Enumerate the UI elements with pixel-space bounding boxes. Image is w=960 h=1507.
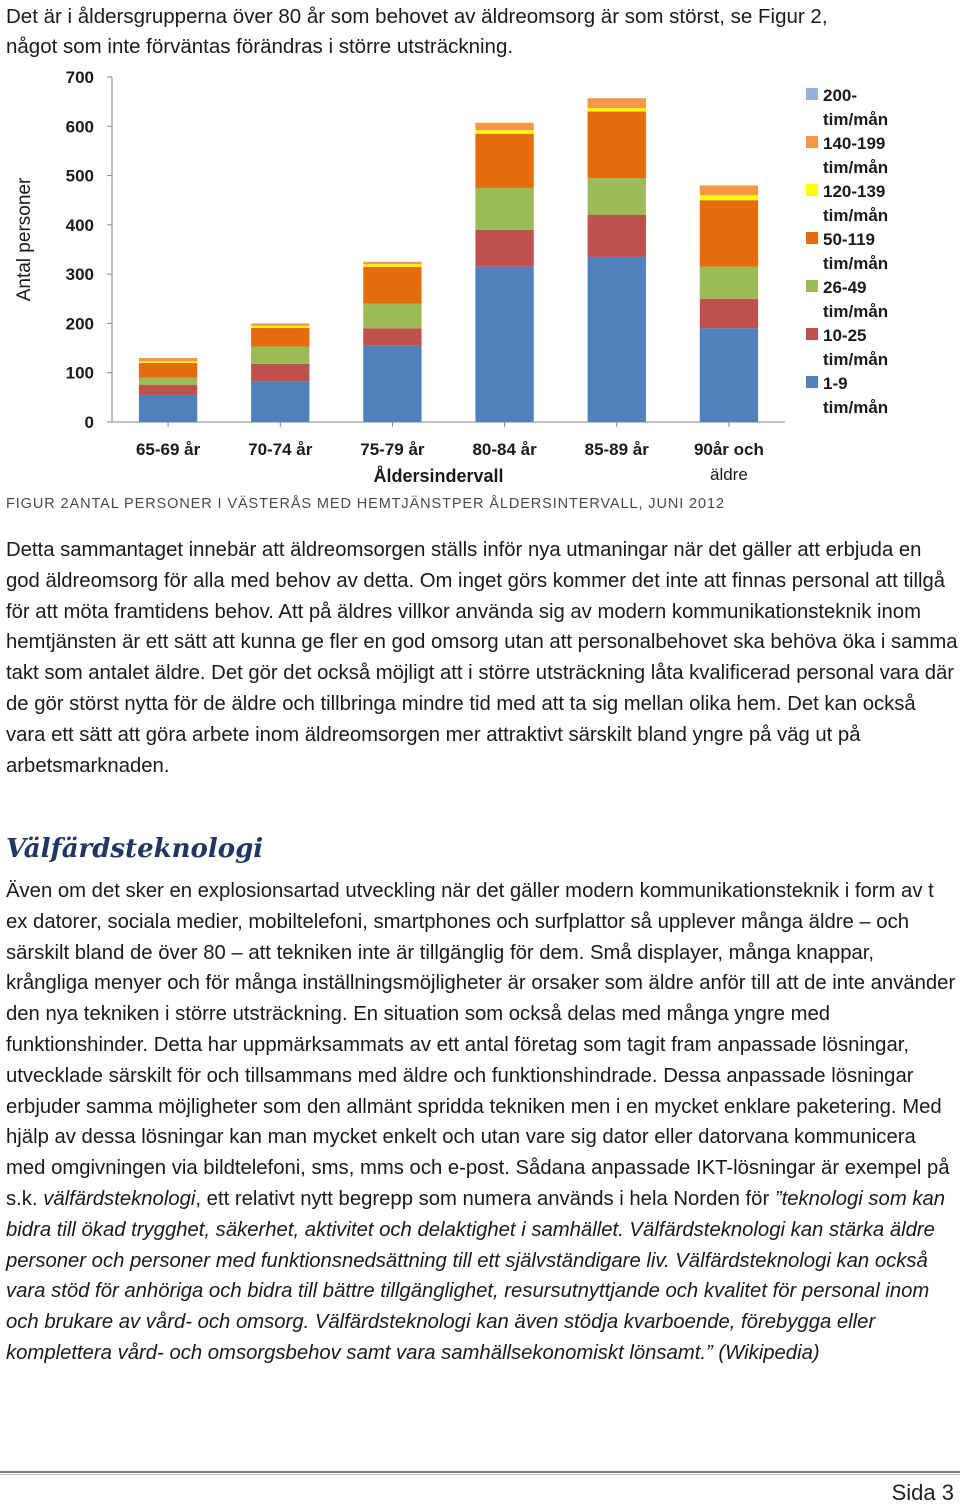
bar-segment — [588, 112, 646, 179]
x-tick-label: 70-74 år — [248, 440, 313, 459]
term-valfardsteknologi: välfärdsteknologi — [43, 1187, 196, 1210]
legend-swatch — [806, 232, 818, 244]
legend-label-unit: tim/mån — [823, 206, 889, 225]
legend-label: 200- — [823, 86, 858, 105]
bar-segment — [700, 185, 758, 195]
wikipedia-quote: ”teknologi som kan bidra till ökad trygghet, säkerhet, aktivitet och delaktighet i samhället. Välfärdsteknologi kan stärka äldre personer och personer med funktionsnedsättning till ett självständigare liv. Välfärdsteknologi kan också vara stöd för anhöriga och bidra till bättre tillgänglighet, resursutnyttjande och kvalitet för personal inom och brukare av vård- och omsorg. Välfärdsteknologi kan även stödja kvarboende, förebygga eller komplettera vård- och omsorgsbehov samt vara samhällsekonomiskt lönsamt.” (Wikipedia) — [6, 1187, 946, 1364]
y-tick-label: 500 — [65, 166, 94, 186]
paragraph-text-part-a: Även om det sker en explosionsartad utveckling när det gäller modern kommunikationsteknik i form av t ex datorer, sociala medier, mobiltelefoni, smartphones och surfplattor så upplever många äldre – och särskilt bland de över 80 – att tekniken inte är tillgänglig för dem. Små displayer, många knappar, krångliga menyer och för många inställningsmöjligheter är orsaker som äldre anför till att de inte använder den nya tekniken i större utsträckning. En situation som också delas med många yngre med funktionshinder. Detta har uppmärksammats av ett antal företag som tagit fram anpassade lösningar, utvecklade särskilt för och tillsammans med äldre och funktionshindrade. Dessa anpassade lösningar erbjuder samma möjligheter som den allmänt spridda tekniken men i en mycket enklare paketering. Med hjälp av dessa lösningar kan man mycket enkelt och utan vare sig dator eller datorvana kommunicera med omgivningen via bildtelefoni, sms, mms och e-post. Sådana anpassade IKT-lösningar är exempel på s.k. — [6, 880, 956, 1210]
bar-segment — [363, 264, 421, 266]
bar-segment — [139, 395, 197, 422]
x-tick-label: 80-84 år — [472, 440, 537, 459]
bar-segment — [251, 328, 309, 347]
legend-swatch — [806, 280, 818, 292]
bar-segment — [251, 381, 309, 422]
y-tick-label: 200 — [65, 314, 94, 334]
legend-label: 10-25 — [823, 326, 867, 345]
bar-segment — [475, 134, 533, 188]
bar-segment — [251, 347, 309, 364]
bar-segment — [139, 363, 197, 378]
y-tick-label: 700 — [65, 68, 94, 87]
bar-segment — [475, 123, 533, 130]
legend-label-unit: tim/mån — [823, 110, 889, 129]
bar-segment — [700, 299, 758, 329]
paragraph-welfare-technology-text — [6, 876, 958, 1369]
bar-segment — [588, 215, 646, 257]
y-axis-title: Antal personer — [14, 177, 35, 302]
x-tick-label: 65-69 år — [135, 440, 201, 459]
bar-segment — [700, 328, 758, 422]
bar-segment — [588, 98, 646, 108]
bar-segment — [588, 108, 646, 111]
bar-segment — [139, 378, 197, 385]
legend-label: 26-49 — [823, 278, 867, 297]
legend-swatch — [806, 88, 818, 100]
bar-segment — [588, 178, 646, 215]
legend-label-unit: tim/mån — [823, 158, 889, 177]
paragraph-challenges-text: Detta sammantaget innebär att äldreomsorgen ställs inför nya utmaningar när det gäller att erbjuda en god äldreomsorg för alla med behov av detta. Om inget görs kommer det inte att finnas personal att tillgå för att möta framtidens behov. Att på äldres villkor använda sig av modern kommunikationsteknik inom hemtjänsten är ett sätt att kunna ge fler en god omsorg utan att personalbehovet ska behöva öka i samma takt som antalet äldre. Det gör det också möjligt att i större utsträckning låta kvalificerad personal vara där de gör störst nytta för de äldre och tillbringa mindre tid med att ta sig mellan olika hem. Det kan också vara ett sätt att göra arbete inom äldreomsorgen mer attraktivt särskilt bland yngre på väg ut på arbetsmarknaden. — [6, 539, 958, 777]
bar-segment — [363, 262, 421, 264]
section-heading: Välfärdsteknologi — [6, 834, 264, 864]
x-axis-title: Åldersindervall — [373, 466, 504, 486]
legend-swatch — [806, 328, 818, 340]
bar-segment — [700, 195, 758, 200]
legend-label-unit: tim/mån — [823, 302, 889, 321]
bar-segment — [475, 267, 533, 422]
bar-segment — [475, 130, 533, 133]
bar-segment — [251, 364, 309, 381]
bar-segment — [363, 267, 421, 304]
x-tick-label: 75-79 år — [360, 440, 425, 459]
legend-swatch — [806, 376, 818, 388]
y-tick-label: 400 — [65, 215, 94, 235]
bar-segment — [475, 230, 533, 267]
bar-segment — [588, 257, 646, 422]
y-tick-label: 600 — [65, 117, 94, 137]
bar-segment — [251, 326, 309, 328]
bar-segment — [700, 200, 758, 267]
intro-line-2: något som inte förväntas förändras i större utsträckning. — [6, 35, 514, 58]
paragraph-text-part-b: , ett relativt nytt begrepp som numera används i hela Norden för — [195, 1187, 775, 1210]
intro-paragraph — [6, 2, 956, 62]
paragraph-welfare-technology — [6, 876, 958, 1369]
legend-label: 1-9 — [823, 374, 848, 393]
bar-segment — [363, 304, 421, 329]
bar-segment — [251, 323, 309, 325]
bar-segment — [139, 361, 197, 362]
bar-segment — [363, 346, 421, 422]
legend-label: 140-199 — [823, 134, 886, 153]
bar-segment — [139, 358, 197, 361]
y-tick-label: 100 — [65, 363, 94, 383]
page-number: Sida 3 — [891, 1480, 954, 1505]
legend-swatch — [806, 184, 818, 196]
bar-segment — [475, 188, 533, 230]
intro-line-1: Det är i åldersgrupperna över 80 år som behovet av äldreomsorg är som störst, se Figur 2, — [6, 5, 828, 28]
legend-label-unit: tim/mån — [823, 398, 889, 417]
x-tick-label: 90år och — [693, 440, 764, 459]
legend-swatch — [806, 136, 818, 148]
x-tick-label: 85-89 år — [584, 440, 649, 459]
legend-label: 50-119 — [823, 230, 875, 249]
legend-label: 120-139 — [823, 182, 886, 201]
figure-caption: FIGUR 2ANTAL PERSONER I VÄSTERÅS MED HEMTJÄNSTPER ÅLDERSINTERVALL, JUNI 2012 — [6, 496, 725, 512]
footer-rule-thin — [0, 1474, 960, 1475]
y-tick-label: 300 — [65, 265, 94, 285]
footer-rule — [0, 1471, 960, 1473]
paragraph-challenges — [6, 535, 958, 781]
legend-label-unit: tim/mån — [823, 254, 889, 273]
stacked-bar-chart — [0, 60, 930, 492]
bar-segment — [700, 267, 758, 299]
legend-label-unit: tim/mån — [823, 350, 889, 369]
bar-segment — [363, 328, 421, 345]
y-tick-label: 0 — [84, 413, 94, 432]
x-tick-label: äldre — [710, 465, 748, 484]
bar-segment — [139, 385, 197, 395]
